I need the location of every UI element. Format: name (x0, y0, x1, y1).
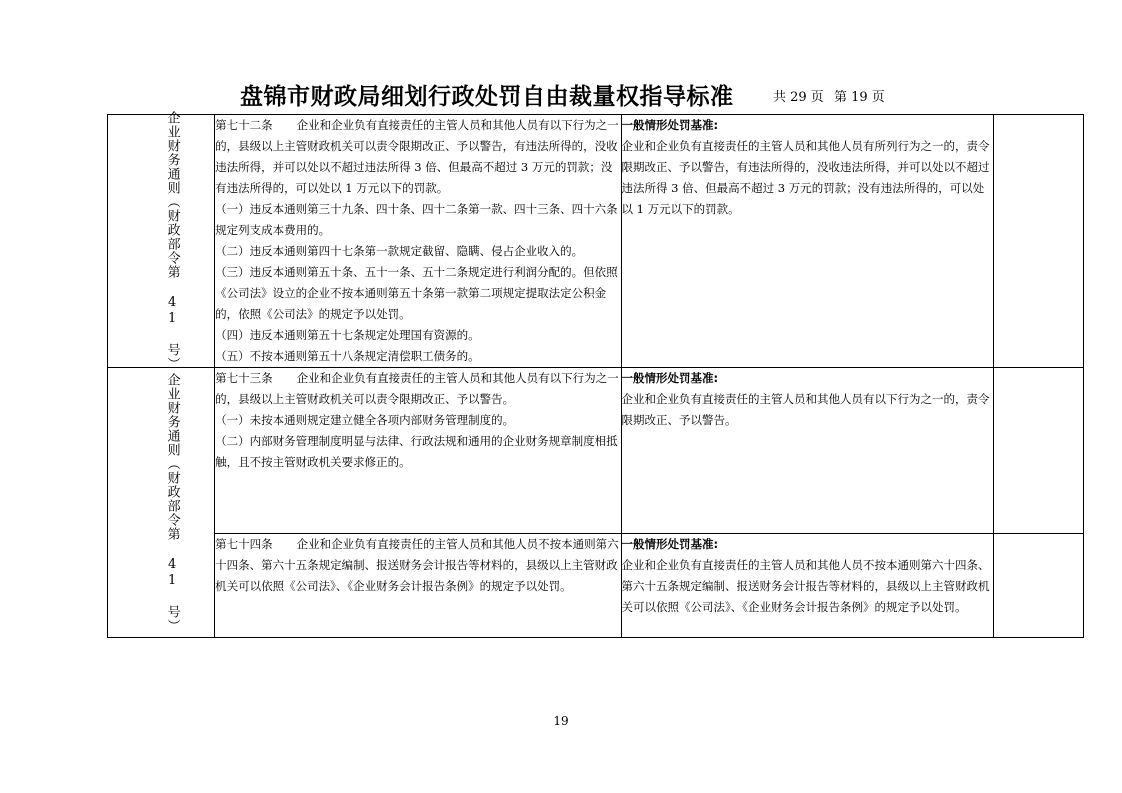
rule-item: （四）违反本通则第五十七条规定处理国有资源的。 (215, 328, 480, 342)
source-label: 企业财务通则（财政部令第 41 号） (164, 372, 180, 633)
rule-item: （二）内部财务管理制度明显与法律、行政法规和通用的企业财务规章制度相抵触，且不按主管财政机关要求修正的。 (215, 434, 618, 469)
standard-cell (621, 115, 993, 368)
rule-item: （五）不按本通则第五十八条规定清偿职工债务的。 (215, 349, 480, 363)
rule-paragraph (215, 115, 620, 199)
remarks-cell (993, 115, 1083, 368)
page-number: 19 (553, 714, 569, 728)
standard-text: 企业和企业负有直接责任的主管人员和其他人员有以下行为之一的，责令限期改正、予以警告。 (621, 392, 990, 427)
rule-item: （三）违反本通则第五十条、五十一条、五十二条规定进行利润分配的。但依照《公司法》设立的企业不按本通则第五十条第一款第二项规定提取法定公积金的，依照《公司法》的规定予以处罚。 (215, 265, 618, 321)
source-cell (108, 368, 215, 638)
standard-heading: 一般情形处罚基准: (621, 371, 719, 385)
source-label: 企业财务通则（财政部令第 41 号） (164, 111, 180, 371)
document-title: 盘锦市财政局细划行政处罚自由裁量权指导标准 (240, 84, 734, 110)
source-cell (108, 111, 215, 371)
regulation-table (107, 111, 1084, 638)
standard-cell (621, 368, 993, 534)
total-pages: 共 29 页 (773, 90, 824, 105)
rule-paragraph (215, 368, 620, 410)
remarks-cell (993, 534, 1083, 638)
rule-item: （一）未按本通则规定建立健全各项内部财务管理制度的。 (215, 413, 515, 427)
current-page: 第 19 页 (833, 90, 885, 105)
article-text: 企业和企业负有直接责任的主管人员和其他人员有以下行为之一的，县级以上主管财政机关可以责令限期改正、予以警告，有违法所得的，没收违法所得，并可以处以不超过违法所得 3 倍、但最高不超过 3 万元的罚款；没有违法所得的，可以处以 1 万元以下的罚款。 (215, 118, 619, 195)
article-number: 第七十四条 (215, 537, 273, 551)
article-text: 企业和企业负有直接责任的主管人员和其他人员不按本通则第六十四条、第六十五条规定编制、报送财务会计报告等材料的，县级以上主管财政机关可以依照《公司法》、《企业财务会计报告条例》的规定予以处罚。 (215, 537, 619, 593)
article-number: 第七十二条 (215, 118, 273, 132)
standard-text: 企业和企业负有直接责任的主管人员和其他人员有所列行为之一的，责令限期改正、予以警告，有违法所得的，没收违法所得，并可以处以不超过违法所得 3 倍、但最高不超过 3 万元的罚款；没有违法所得的，可以处以 1 万元以下的罚款。 (621, 139, 990, 216)
rule-cell (215, 534, 621, 638)
rule-cell (215, 115, 621, 368)
rule-paragraph (215, 534, 620, 597)
rule-item: （二）违反本通则第四十七条第一款规定截留、隐瞒、侵占企业收入的。 (215, 244, 584, 258)
standard-heading: 一般情形处罚基准: (621, 537, 719, 551)
article-number: 第七十三条 (215, 371, 273, 385)
article-text: 企业和企业负有直接责任的主管人员和其他人员有以下行为之一的，县级以上主管财政机关可以责令限期改正、予以警告。 (215, 371, 619, 406)
standard-text: 企业和企业负有直接责任的主管人员和其他人员不按本通则第六十四条、第六十五条规定编制、报送财务会计报告等材料的，县级以上主管财政机关可以依照《公司法》、《企业财务会计报告条例》的规定予以处罚。 (621, 558, 990, 614)
standard-heading: 一般情形处罚基准: (621, 118, 719, 132)
page-count (773, 86, 891, 105)
remarks-cell (993, 368, 1083, 534)
table-row (108, 534, 1084, 638)
page-header (0, 76, 1122, 110)
standard-cell (621, 534, 993, 638)
table-row (108, 368, 1084, 534)
table-row (108, 115, 1084, 368)
rule-item: （一）违反本通则第三十九条、四十条、四十二条第一款、四十三条、四十六条规定列支成本费用的。 (215, 202, 618, 237)
rule-cell (215, 368, 621, 534)
